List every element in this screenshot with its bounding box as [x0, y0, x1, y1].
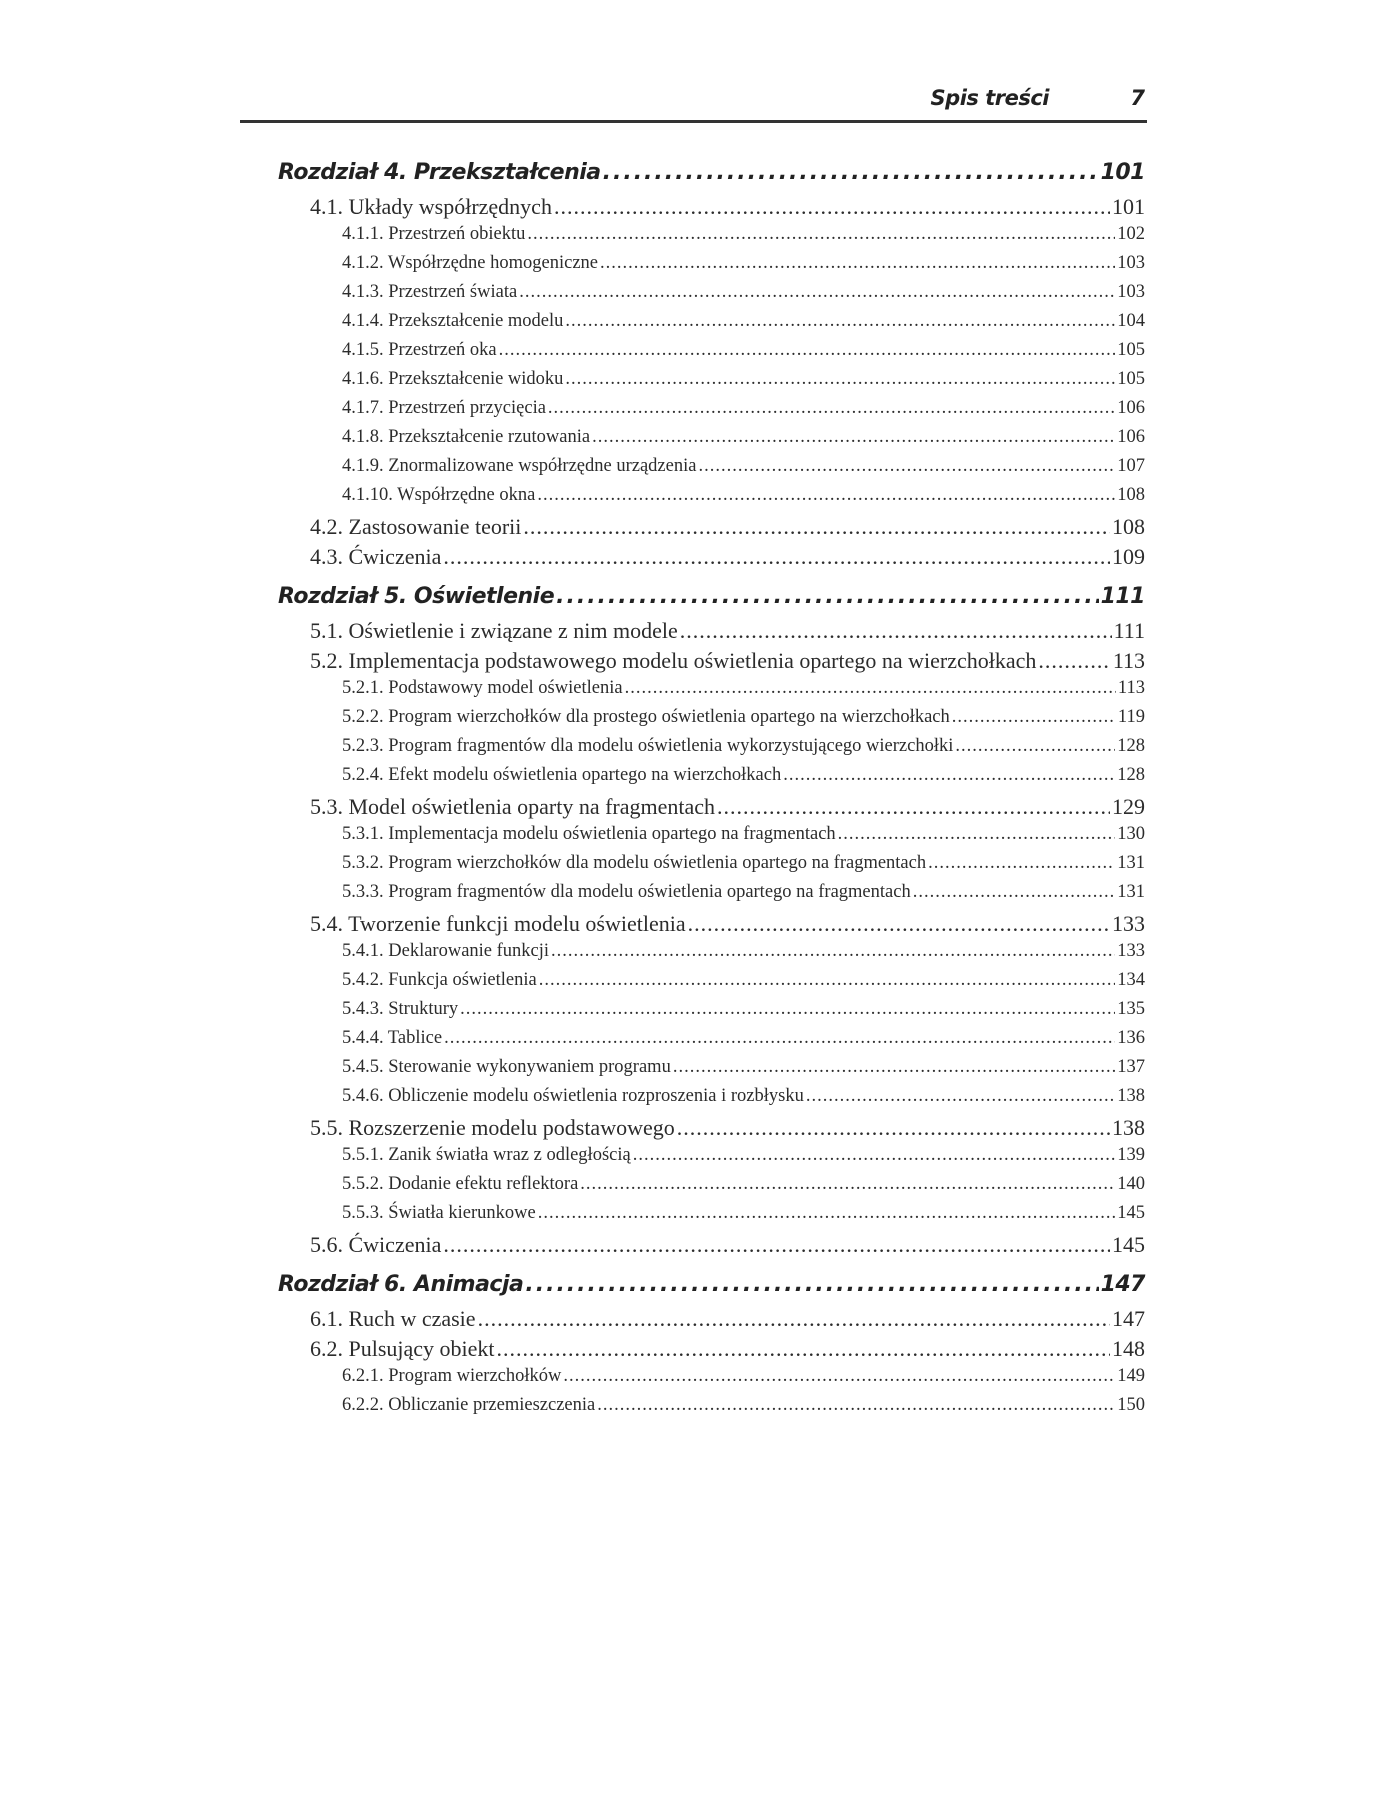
toc-subsection-entry[interactable]	[278, 882, 1145, 911]
dot-leader	[955, 736, 1115, 757]
toc-entry-title: 4.1.4. Przekształcenie modelu	[342, 311, 564, 331]
toc-section-entry[interactable]	[278, 1306, 1145, 1336]
dot-leader	[565, 369, 1115, 390]
dot-leader	[838, 824, 1116, 845]
toc-entry-page-number: 133	[1117, 941, 1145, 961]
toc-entry-page-number: 128	[1117, 765, 1145, 785]
toc-subsection-entry[interactable]	[278, 1366, 1145, 1395]
dot-leader	[580, 1174, 1115, 1195]
toc-entry-title: 5.3.2. Program wierzchołków dla modelu oświetlenia opartego na fragmentach	[342, 853, 927, 873]
dot-leader	[565, 311, 1115, 332]
dot-leader	[525, 1272, 1098, 1297]
toc-subsection-entry[interactable]	[278, 1203, 1145, 1232]
toc-section-entry[interactable]	[278, 544, 1145, 574]
toc-entry-page-number: 101	[1112, 194, 1145, 219]
toc-entry-page-number: 103	[1117, 253, 1145, 273]
toc-section-entry[interactable]	[278, 648, 1145, 678]
dot-leader	[537, 485, 1115, 506]
toc-section-entry[interactable]	[278, 194, 1145, 224]
toc-entry-page-number: 131	[1117, 882, 1145, 902]
toc-entry-page-number: 102	[1117, 224, 1145, 244]
dot-leader	[673, 1057, 1115, 1078]
toc-subsection-entry[interactable]	[278, 427, 1145, 456]
dot-leader	[952, 707, 1116, 728]
toc-entry-title: 5.4.4. Tablice	[342, 1028, 443, 1048]
toc-entry-title: 4.1. Układy współrzędnych	[310, 194, 552, 219]
toc-entry-title: 4.1.6. Przekształcenie widoku	[342, 369, 564, 389]
toc-entry-title: 5.4.6. Obliczenie modelu oświetlenia rozproszenia i rozbłysku	[342, 1086, 804, 1106]
toc-entry-title: 4.1.7. Przestrzeń przycięcia	[342, 398, 546, 418]
toc-entry-page-number: 145	[1117, 1203, 1145, 1223]
dot-leader	[783, 765, 1115, 786]
dot-leader	[497, 1336, 1110, 1362]
dot-leader	[551, 941, 1115, 962]
toc-entry-title: 5.5. Rozszerzenie modelu podstawowego	[310, 1115, 675, 1140]
dot-leader	[460, 999, 1115, 1020]
toc-entry-page-number: 128	[1117, 736, 1145, 756]
toc-subsection-entry[interactable]	[278, 736, 1145, 765]
toc-entry-title: 5.5.3. Światła kierunkowe	[342, 1203, 536, 1223]
toc-subsection-entry[interactable]	[278, 1174, 1145, 1203]
toc-entry-page-number: 109	[1112, 544, 1145, 569]
chapter-spacer	[278, 574, 1145, 584]
toc-entry-page-number: 119	[1117, 707, 1145, 727]
dot-leader	[603, 160, 1099, 185]
toc-subsection-entry[interactable]	[278, 941, 1145, 970]
toc-subsection-entry[interactable]	[278, 765, 1145, 794]
toc-subsection-entry[interactable]	[278, 311, 1145, 340]
toc-entry-page-number: 104	[1117, 311, 1145, 331]
toc-subsection-entry[interactable]	[278, 999, 1145, 1028]
dot-leader	[539, 970, 1116, 991]
toc-entry-title: 5.2.4. Efekt modelu oświetlenia opartego na wierzchołkach	[342, 765, 782, 785]
dot-leader	[478, 1306, 1110, 1332]
toc-entry-page-number: 101	[1100, 160, 1145, 185]
toc-subsection-entry[interactable]	[278, 1145, 1145, 1174]
toc-entry-page-number: 140	[1117, 1174, 1145, 1194]
dot-leader	[556, 584, 1098, 609]
toc-entry-page-number: 105	[1117, 340, 1145, 360]
dot-leader	[523, 514, 1110, 540]
toc-subsection-entry[interactable]	[278, 398, 1145, 427]
toc-entry-title: 5.6. Ćwiczenia	[310, 1232, 442, 1257]
toc-entry-title: 5.2. Implementacja podstawowego modelu oświetlenia opartego na wierzchołkach	[310, 648, 1037, 673]
dot-leader	[527, 224, 1115, 245]
toc-entry-page-number: 133	[1112, 911, 1145, 936]
dot-leader	[1038, 648, 1110, 674]
dot-leader	[554, 194, 1110, 220]
toc-subsection-entry[interactable]	[278, 970, 1145, 999]
toc-entry-page-number: 147	[1112, 1306, 1145, 1331]
toc-entry-page-number: 113	[1117, 678, 1145, 698]
dot-leader	[592, 427, 1115, 448]
toc-entry-title: 5.2.2. Program wierzchołków dla prostego oświetlenia opartego na wierzchołkach	[342, 707, 950, 727]
toc-section-entry[interactable]	[278, 1232, 1145, 1262]
toc-entry-page-number: 106	[1117, 398, 1145, 418]
toc-subsection-entry[interactable]	[278, 1028, 1145, 1057]
toc-entry-page-number: 136	[1117, 1028, 1145, 1048]
toc-entry-page-number: 149	[1117, 1366, 1145, 1386]
toc-entry-title: 4.2. Zastosowanie teorii	[310, 514, 522, 539]
dot-leader	[499, 340, 1116, 361]
toc-subsection-entry[interactable]	[278, 824, 1145, 853]
toc-subsection-entry[interactable]	[278, 678, 1145, 707]
toc-entry-page-number: 131	[1117, 853, 1145, 873]
dot-leader	[928, 853, 1115, 874]
toc-chapter-entry[interactable]	[278, 1272, 1145, 1306]
toc-entry-page-number: 138	[1117, 1086, 1145, 1106]
toc-section-entry[interactable]	[278, 794, 1145, 824]
dot-leader	[444, 1028, 1115, 1049]
toc-entry-title: 4.1.10. Współrzędne okna	[342, 485, 536, 505]
toc-subsection-entry[interactable]	[278, 1086, 1145, 1115]
toc-entry-page-number: 138	[1112, 1115, 1145, 1140]
toc-entry-title: Rozdział 6. Animacja	[278, 1272, 524, 1297]
toc-entry-title: 5.3.3. Program fragmentów dla modelu oświetlenia opartego na fragmentach	[342, 882, 911, 902]
toc-entry-page-number: 106	[1117, 427, 1145, 447]
dot-leader	[548, 398, 1115, 419]
toc-subsection-entry[interactable]	[278, 1057, 1145, 1086]
toc-entry-title: 5.5.2. Dodanie efektu reflektora	[342, 1174, 579, 1194]
toc-entry-page-number: 108	[1112, 514, 1145, 539]
toc-entry-title: 5.4. Tworzenie funkcji modelu oświetlenia	[310, 911, 686, 936]
toc-entry-title: 6.2.1. Program wierzchołków	[342, 1366, 562, 1386]
toc-entry-page-number: 111	[1113, 618, 1145, 643]
dot-leader	[717, 794, 1110, 820]
toc-entry-page-number: 129	[1112, 794, 1145, 819]
header-title: Spis treści	[930, 86, 1049, 110]
toc-entry-title: 5.4.5. Sterowanie wykonywaniem programu	[342, 1057, 671, 1077]
toc-subsection-entry[interactable]	[278, 282, 1145, 311]
toc-entry-title: 4.1.3. Przestrzeń świata	[342, 282, 518, 302]
dot-leader	[806, 1086, 1115, 1107]
dot-leader	[677, 1115, 1110, 1141]
table-of-contents	[278, 160, 1145, 1424]
toc-section-entry[interactable]	[278, 911, 1145, 941]
toc-subsection-entry[interactable]	[278, 1395, 1145, 1424]
running-header	[240, 84, 1147, 123]
toc-entry-page-number: 139	[1117, 1145, 1145, 1165]
dot-leader	[563, 1366, 1115, 1387]
toc-section-entry[interactable]	[278, 1115, 1145, 1145]
toc-chapter-entry[interactable]	[278, 160, 1145, 194]
dot-leader	[443, 544, 1110, 570]
toc-entry-title: 4.1.1. Przestrzeń obiektu	[342, 224, 526, 244]
toc-entry-title: 6.1. Ruch w czasie	[310, 1306, 476, 1331]
toc-entry-page-number: 108	[1117, 485, 1145, 505]
toc-entry-title: 5.5.1. Zanik światła wraz z odległością	[342, 1145, 631, 1165]
toc-entry-title: 5.1. Oświetlenie i związane z nim modele	[310, 618, 678, 643]
toc-subsection-entry[interactable]	[278, 340, 1145, 369]
dot-leader	[597, 1395, 1115, 1416]
toc-entry-title: 6.2. Pulsujący obiekt	[310, 1336, 495, 1361]
toc-section-entry[interactable]	[278, 514, 1145, 544]
dot-leader	[688, 911, 1110, 937]
toc-section-entry[interactable]	[278, 1336, 1145, 1366]
toc-section-entry[interactable]	[278, 618, 1145, 648]
toc-entry-page-number: 148	[1112, 1336, 1145, 1361]
toc-entry-title: 5.3. Model oświetlenia oparty na fragmentach	[310, 794, 716, 819]
toc-subsection-entry[interactable]	[278, 224, 1145, 253]
dot-leader	[600, 253, 1115, 274]
toc-entry-page-number: 147	[1100, 1272, 1145, 1297]
header-page-number: 7	[1130, 86, 1145, 110]
toc-entry-page-number: 107	[1117, 456, 1145, 476]
dot-leader	[538, 1203, 1116, 1224]
toc-entry-title: 5.2.3. Program fragmentów dla modelu oświetlenia wykorzystującego wierzchołki	[342, 736, 954, 756]
chapter-spacer	[278, 1262, 1145, 1272]
toc-entry-page-number: 135	[1117, 999, 1145, 1019]
dot-leader	[913, 882, 1116, 903]
toc-entry-page-number: 113	[1112, 648, 1145, 673]
toc-entry-title: 5.4.1. Deklarowanie funkcji	[342, 941, 550, 961]
toc-entry-title: 5.4.3. Struktury	[342, 999, 459, 1019]
toc-entry-page-number: 145	[1112, 1232, 1145, 1257]
toc-subsection-entry[interactable]	[278, 707, 1145, 736]
toc-entry-title: 4.1.9. Znormalizowane współrzędne urządzenia	[342, 456, 697, 476]
toc-entry-page-number: 105	[1117, 369, 1145, 389]
toc-entry-title: 5.3.1. Implementacja modelu oświetlenia opartego na fragmentach	[342, 824, 836, 844]
toc-entry-title: 4.1.5. Przestrzeń oka	[342, 340, 497, 360]
toc-subsection-entry[interactable]	[278, 485, 1145, 514]
toc-entry-title: Rozdział 5. Oświetlenie	[278, 584, 555, 609]
toc-entry-title: 4.1.8. Przekształcenie rzutowania	[342, 427, 591, 447]
toc-entry-page-number: 103	[1117, 282, 1145, 302]
toc-entry-title: 4.1.2. Współrzędne homogeniczne	[342, 253, 599, 273]
toc-entry-title: 5.4.2. Funkcja oświetlenia	[342, 970, 537, 990]
toc-subsection-entry[interactable]	[278, 853, 1145, 882]
toc-entry-page-number: 111	[1100, 584, 1145, 609]
toc-subsection-entry[interactable]	[278, 253, 1145, 282]
dot-leader	[633, 1145, 1116, 1166]
toc-chapter-entry[interactable]	[278, 584, 1145, 618]
dot-leader	[625, 678, 1116, 699]
toc-entry-page-number: 150	[1117, 1395, 1145, 1415]
toc-entry-title: 4.3. Ćwiczenia	[310, 544, 442, 569]
toc-entry-page-number: 134	[1117, 970, 1145, 990]
toc-entry-page-number: 130	[1117, 824, 1145, 844]
toc-entry-title: Rozdział 4. Przekształcenia	[278, 160, 601, 185]
dot-leader	[443, 1232, 1110, 1258]
dot-leader	[519, 282, 1115, 303]
toc-entry-title: 6.2.2. Obliczanie przemieszczenia	[342, 1395, 596, 1415]
toc-entry-title: 5.2.1. Podstawowy model oświetlenia	[342, 678, 623, 698]
toc-subsection-entry[interactable]	[278, 456, 1145, 485]
toc-subsection-entry[interactable]	[278, 369, 1145, 398]
toc-entry-page-number: 137	[1117, 1057, 1145, 1077]
dot-leader	[680, 618, 1112, 644]
dot-leader	[698, 456, 1115, 477]
